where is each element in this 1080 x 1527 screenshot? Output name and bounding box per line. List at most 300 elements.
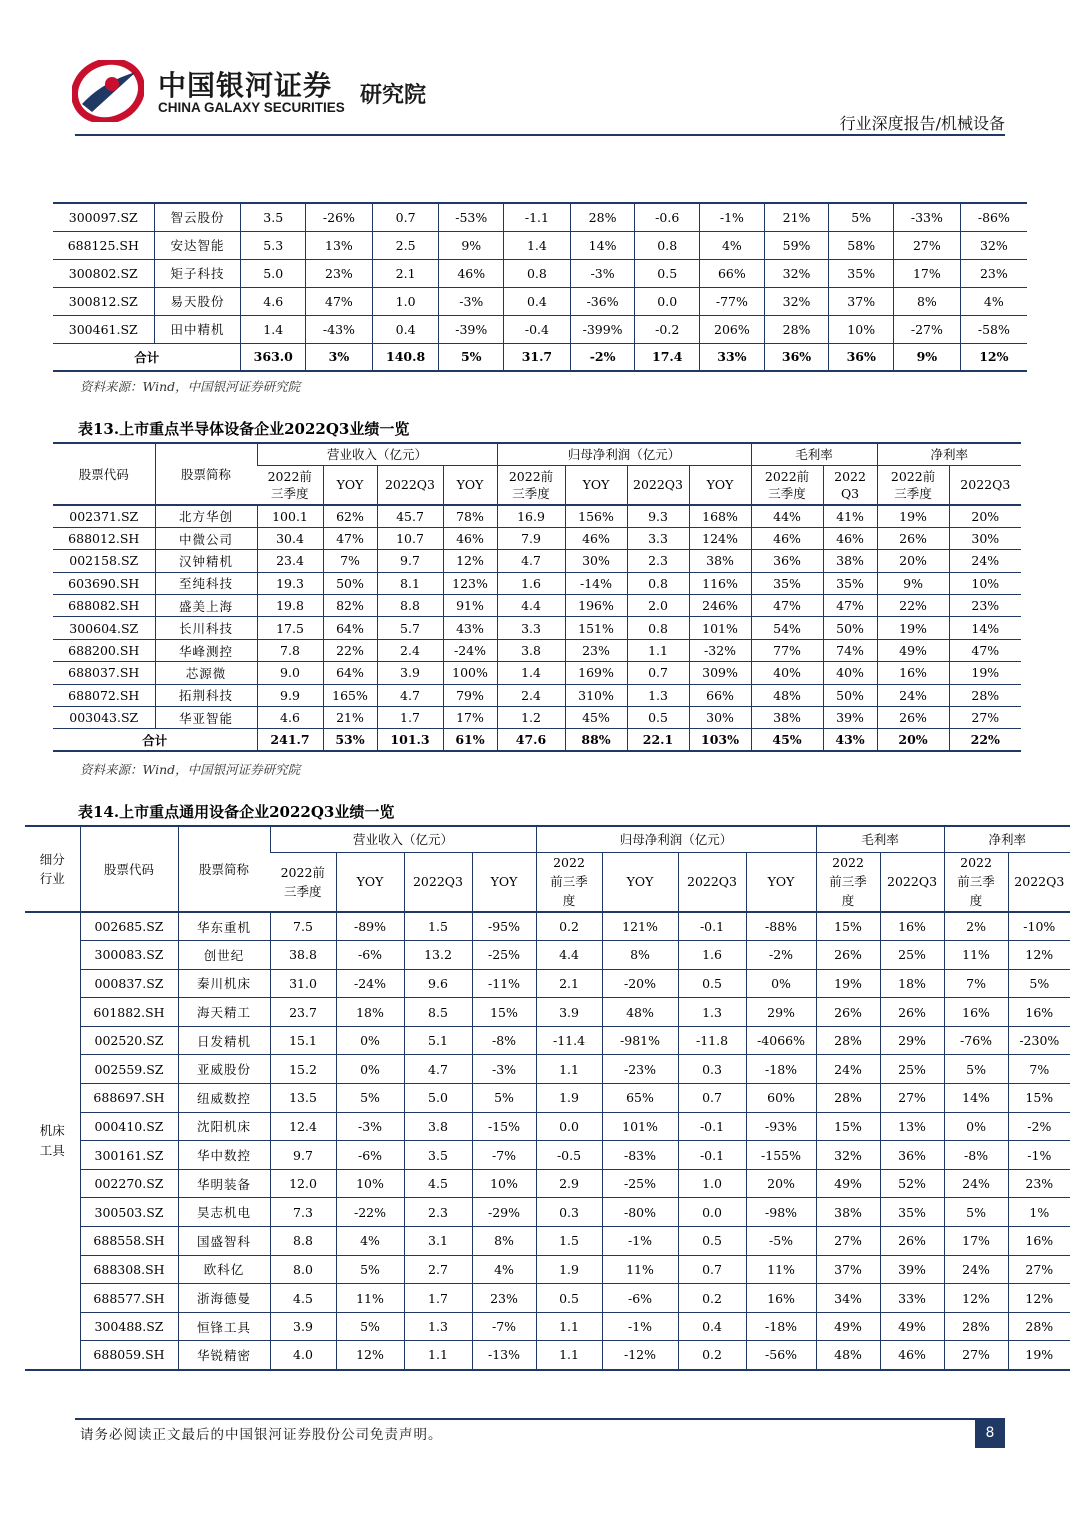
table-cell: -36% [570,287,635,315]
table-cell: 39% [880,1255,944,1284]
table-cell: 8.1 [377,572,443,594]
table-cell: 36% [764,343,829,371]
table-cell: -0.4 [504,315,571,343]
table-cell: 0.2 [678,1341,746,1370]
table-cell: 35% [829,259,894,287]
table-row [53,505,1021,527]
table-cell: 0.5 [635,259,700,287]
col-header-ytd: 2022 前三季 度 [816,852,880,912]
table-cell: 25% [880,1055,944,1084]
table-cell: 50% [823,617,877,639]
table-cell: -15% [472,1112,536,1141]
col-header-q3: 2022Q3 [880,852,944,912]
table-cell: 36% [829,343,894,371]
table-cell: 124% [689,527,751,549]
table-cell: 0.7 [678,1255,746,1284]
stock-name-cell: 汉钟精机 [155,550,257,572]
table-cell: 32% [764,259,829,287]
table-cell: 31.7 [504,343,571,371]
table-cell: 5% [439,343,504,371]
table-cell: 28% [1008,1312,1070,1341]
table-cell: 1.4 [504,231,571,259]
table-cell: 38% [823,550,877,572]
stock-code-cell: 002559.SZ [80,1055,178,1084]
stock-code-cell: 300604.SZ [53,617,155,639]
stock-name-cell: 中微公司 [155,527,257,549]
table-cell: 38% [816,1198,880,1227]
stock-code-cell: 688125.SH [53,231,154,259]
table-cell: 0.8 [635,231,700,259]
table-cell: 1.9 [536,1084,602,1113]
table-cell: 11% [336,1284,404,1313]
table-cell: 1.1 [536,1341,602,1370]
stock-code-cell: 002685.SZ [80,912,178,941]
table-cell: 9.3 [627,505,689,527]
col-header-yoy: YOY [565,465,627,505]
table-cell: 12.4 [270,1112,336,1141]
table-cell: 4.4 [536,941,602,970]
table-cell: 48% [816,1341,880,1370]
stock-name-cell: 长川科技 [155,617,257,639]
col-header-ytd: 2022前 三季度 [497,465,565,505]
table-cell: 4.5 [270,1284,336,1313]
table-cell: 60% [746,1084,816,1113]
stock-code-cell: 000410.SZ [80,1112,178,1141]
table-cell: 29% [746,998,816,1027]
stock-name-cell: 矩子科技 [154,259,241,287]
col-header-code: 股票代码 [53,443,155,505]
table-14-caption: 表14.上市重点通用设备企业2022Q3业绩一览 [78,803,395,821]
stock-name-cell: 安达智能 [154,231,241,259]
table-cell: 4.6 [257,707,323,729]
table-cell: 4.5 [404,1169,472,1198]
table-cell: 40% [823,662,877,684]
table-cell: 16% [877,662,949,684]
table-cell: 3.3 [497,617,565,639]
table-cell: 26% [877,527,949,549]
table-cell: 1.0 [372,287,439,315]
table-cell: 13.5 [270,1084,336,1113]
table-row [25,998,1070,1027]
table-cell: 28% [949,684,1021,706]
table-cell: 7.9 [497,527,565,549]
table-cell: -18% [746,1055,816,1084]
table-cell: 309% [689,662,751,684]
table-cell: 100% [443,662,497,684]
stock-name-cell: 国盛智科 [178,1227,270,1256]
table-cell: -24% [336,969,404,998]
table-cell: -23% [602,1055,678,1084]
stock-name-cell: 易天股份 [154,287,241,315]
page-number: 8 [975,1418,1005,1448]
table-cell: -29% [472,1198,536,1227]
table-cell: 0.2 [678,1284,746,1313]
table-cell: -98% [746,1198,816,1227]
table-row [25,969,1070,998]
total-label: 合计 [53,729,257,751]
table-cell: 43% [823,729,877,751]
table-row [53,259,1027,287]
stock-code-cell: 300812.SZ [53,287,154,315]
col-header-name: 股票简称 [178,826,270,912]
table-cell: 62% [323,505,377,527]
table-cell: 32% [816,1141,880,1170]
table-cell: 363.0 [241,343,306,371]
table-cell: 165% [323,684,377,706]
table-cell: 7% [944,969,1008,998]
table-cell: 13.2 [404,941,472,970]
table-cell: 12% [336,1341,404,1370]
table-cell: 8% [894,287,961,315]
table-row [25,1255,1070,1284]
table-cell: 24% [949,550,1021,572]
table-cell: 8% [602,941,678,970]
stock-code-cell: 688037.SH [53,662,155,684]
table-cell: 5.0 [241,259,306,287]
table-cell: -26% [306,203,373,231]
table-cell: 0.3 [536,1198,602,1227]
table-cell: 2.5 [372,231,439,259]
table-cell: 20% [877,729,949,751]
table-cell: -24% [443,639,497,661]
table-cell: 12% [443,550,497,572]
col-header-yoy: YOY [602,852,678,912]
table-cell: 33% [880,1284,944,1313]
stock-code-cell: 300083.SZ [80,941,178,970]
stock-code-cell: 601882.SH [80,998,178,1027]
col-header-q3: 2022Q3 [678,852,746,912]
table-row [53,639,1021,661]
stock-code-cell: 688558.SH [80,1227,178,1256]
table-cell: 0.4 [504,287,571,315]
table-cell: 22% [323,639,377,661]
table-row [25,912,1070,941]
table-cell: 50% [823,684,877,706]
table-cell: 3.9 [536,998,602,1027]
table-cell: 33% [700,343,765,371]
table-cell: 4% [960,287,1027,315]
table-cell: 100.1 [257,505,323,527]
col-header-ytd: 2022 前三季 度 [944,852,1008,912]
table-cell: 23% [306,259,373,287]
table-cell: 3.3 [627,527,689,549]
table-cell: 18% [880,969,944,998]
table-cell: 310% [565,684,627,706]
table-cell: 2.4 [497,684,565,706]
stock-code-cell: 688059.SH [80,1341,178,1370]
table-cell: 8.8 [377,595,443,617]
stock-name-cell: 田中精机 [154,315,241,343]
table-cell: -13% [472,1341,536,1370]
table-cell: 0% [336,1055,404,1084]
table-cell: 79% [443,684,497,706]
table-cell: -3% [336,1112,404,1141]
table-cell: -230% [1008,1026,1070,1055]
stock-code-cell: 002520.SZ [80,1026,178,1055]
table-cell: 27% [816,1227,880,1256]
table-cell: -18% [746,1312,816,1341]
stock-code-cell: 000837.SZ [80,969,178,998]
stock-code-cell: 002371.SZ [53,505,155,527]
table-cell: 49% [880,1312,944,1341]
stock-code-cell: 603690.SH [53,572,155,594]
table-row [53,527,1021,549]
table-cell: 30% [949,527,1021,549]
table-cell: -6% [602,1284,678,1313]
table-cell: 28% [944,1312,1008,1341]
table-cell: 1% [1008,1198,1070,1227]
table-row [53,617,1021,639]
table-cell: -6% [336,1141,404,1170]
table-row [53,231,1027,259]
table-cell: 22% [949,729,1021,751]
stock-code-cell: 300161.SZ [80,1141,178,1170]
table-cell: 103% [689,729,751,751]
table-cell: 3% [306,343,373,371]
table-cell: -981% [602,1026,678,1055]
table-cell: 9.7 [270,1141,336,1170]
table-cell: 5.1 [404,1026,472,1055]
table-cell: 1.9 [536,1255,602,1284]
stock-name-cell: 创世纪 [178,941,270,970]
table-cell: 5.3 [241,231,306,259]
stock-code-cell: 688072.SH [53,684,155,706]
table-cell: 35% [880,1198,944,1227]
table-cell: 0.5 [627,707,689,729]
table-cell: 53% [323,729,377,751]
galaxy-logo-icon [72,60,144,122]
table-cell: 5% [336,1312,404,1341]
table-cell: 12% [944,1284,1008,1313]
table-cell: 2.7 [404,1255,472,1284]
table-cell: 66% [700,259,765,287]
table-12-continued [53,202,1027,372]
col-header-q3: 2022Q3 [377,465,443,505]
table-cell: 0.5 [678,969,746,998]
table-cell: 4.4 [497,595,565,617]
table-cell: -58% [960,315,1027,343]
stock-code-cell: 002270.SZ [80,1169,178,1198]
table-cell: 91% [443,595,497,617]
table-cell: 19% [1008,1341,1070,1370]
table-cell: 30.4 [257,527,323,549]
table-cell: 19% [877,617,949,639]
table-cell: 15.1 [270,1026,336,1055]
col-header-net-margin: 净利率 [877,443,1021,465]
table-cell: -0.1 [678,912,746,941]
brand-name-cn: 中国银河证券 [158,69,333,102]
col-header-yoy: YOY [443,465,497,505]
stock-name-cell: 华峰测控 [155,639,257,661]
table-cell: 23% [960,259,1027,287]
table-12-source: 资料来源：Wind，中国银河证券研究院 [80,379,301,394]
table-cell: -0.1 [678,1112,746,1141]
table-cell: 9.7 [377,550,443,572]
table-cell: 26% [880,998,944,1027]
table-cell: 123% [443,572,497,594]
table-cell: 9.6 [404,969,472,998]
table-cell: -80% [602,1198,678,1227]
table-cell: 3.9 [377,662,443,684]
table-cell: 5% [336,1255,404,1284]
stock-name-cell: 拓荆科技 [155,684,257,706]
table-cell: 11% [746,1255,816,1284]
table-cell: 4.7 [377,684,443,706]
table-cell: 3.8 [404,1112,472,1141]
table-cell: -20% [602,969,678,998]
stock-code-cell: 003043.SZ [53,707,155,729]
table-cell: 24% [877,684,949,706]
table-cell: -39% [439,315,504,343]
table-cell: 29% [880,1026,944,1055]
table-cell: 101% [602,1112,678,1141]
table-cell: 1.1 [627,639,689,661]
table-cell: 0.5 [678,1227,746,1256]
table-cell: 9% [877,572,949,594]
stock-name-cell: 亚威股份 [178,1055,270,1084]
table-cell: 15% [472,998,536,1027]
table-cell: 28% [570,203,635,231]
table-cell: 47.6 [497,729,565,751]
table-cell: 10% [472,1169,536,1198]
table-cell: 28% [816,1084,880,1113]
table-cell: 26% [816,998,880,1027]
col-header-q3: 2022 Q3 [823,465,877,505]
table-cell: 14% [570,231,635,259]
header-divider [75,134,1005,136]
table-cell: 77% [751,639,823,661]
table-cell: 46% [565,527,627,549]
table-cell: 66% [689,684,751,706]
table-cell: 36% [880,1141,944,1170]
table-row [25,1026,1070,1055]
table-row [53,572,1021,594]
table-cell: -0.6 [635,203,700,231]
table-cell: -3% [472,1055,536,1084]
table-row [25,1055,1070,1084]
table-cell: 54% [751,617,823,639]
table-cell: 140.8 [372,343,439,371]
table-row [53,315,1027,343]
table-cell: -7% [472,1141,536,1170]
col-header-q3: 2022Q3 [949,465,1021,505]
table-cell: 82% [323,595,377,617]
table-cell: 64% [323,662,377,684]
table-cell: -76% [944,1026,1008,1055]
table-cell: 241.7 [257,729,323,751]
table-row [53,662,1021,684]
table-cell: 58% [829,231,894,259]
table-cell: -25% [602,1169,678,1198]
table-cell: 0% [336,1026,404,1055]
col-header-ytd: 2022前 三季度 [877,465,949,505]
table-cell: -3% [439,287,504,315]
table-cell: 27% [880,1084,944,1113]
stock-code-cell: 688308.SH [80,1255,178,1284]
table-cell: -14% [565,572,627,594]
table-cell: 2.3 [404,1198,472,1227]
table-cell: 1.1 [536,1055,602,1084]
table-cell: -8% [944,1141,1008,1170]
col-header-ytd: 2022 前三季 度 [536,852,602,912]
table-cell: 10.7 [377,527,443,549]
table-cell: 0.0 [678,1198,746,1227]
table-cell: 50% [323,572,377,594]
table-cell: 46% [751,527,823,549]
table-cell: 5% [829,203,894,231]
col-header-revenue: 营业收入（亿元） [257,443,497,465]
stock-name-cell: 华东重机 [178,912,270,941]
table-cell: 7% [323,550,377,572]
table-cell: -1% [602,1227,678,1256]
col-header-yoy: YOY [336,852,404,912]
table-cell: 1.7 [404,1284,472,1313]
table-cell: 156% [565,505,627,527]
table-cell: 35% [823,572,877,594]
table-cell: 47% [949,639,1021,661]
table-cell: 41% [823,505,877,527]
table-cell: 45.7 [377,505,443,527]
table-cell: 18% [336,998,404,1027]
table-cell: 30% [689,707,751,729]
table-13-source: 资料来源：Wind，中国银河证券研究院 [80,762,301,777]
table-cell: 10% [949,572,1021,594]
table-cell: 4% [700,231,765,259]
table-cell: 2.1 [372,259,439,287]
table-cell: 48% [602,998,678,1027]
table-cell: 4% [336,1227,404,1256]
table-cell: 2.3 [627,550,689,572]
col-header-net-margin: 净利率 [944,826,1070,852]
table-row [25,1341,1070,1370]
table-cell: 64% [323,617,377,639]
table-cell: 49% [877,639,949,661]
table-cell: -2% [1008,1112,1070,1141]
stock-code-cell: 300097.SZ [53,203,154,231]
stock-code-cell: 300503.SZ [80,1198,178,1227]
stock-code-cell: 300802.SZ [53,259,154,287]
table-cell: 47% [306,287,373,315]
table-cell: 44% [751,505,823,527]
total-row [53,343,1027,371]
table-cell: 10% [829,315,894,343]
table-cell: 16% [944,998,1008,1027]
table-cell: 2.0 [627,595,689,617]
table-cell: 19.3 [257,572,323,594]
table-cell: 32% [764,287,829,315]
table-cell: 4.6 [241,287,306,315]
table-cell: 20% [746,1169,816,1198]
table-cell: -86% [960,203,1027,231]
table-cell: 7% [1008,1055,1070,1084]
table-cell: 27% [1008,1255,1070,1284]
table-cell: 5.7 [377,617,443,639]
table-cell: 1.2 [497,707,565,729]
table-cell: 27% [949,707,1021,729]
table-cell: -27% [894,315,961,343]
table-cell: 38.8 [270,941,336,970]
table-cell: 10% [336,1169,404,1198]
col-header-profit: 归母净利润（亿元） [536,826,816,852]
disclaimer-note: 请务必阅读正文最后的中国银河证券股份公司免责声明。 [80,1427,443,1443]
table-row [25,1141,1070,1170]
stock-code-cell: 300461.SZ [53,315,154,343]
table-cell: 5% [472,1084,536,1113]
table-row [53,287,1027,315]
stock-code-cell: 688200.SH [53,639,155,661]
table-cell: 0.8 [627,617,689,639]
table-cell: -7% [472,1312,536,1341]
